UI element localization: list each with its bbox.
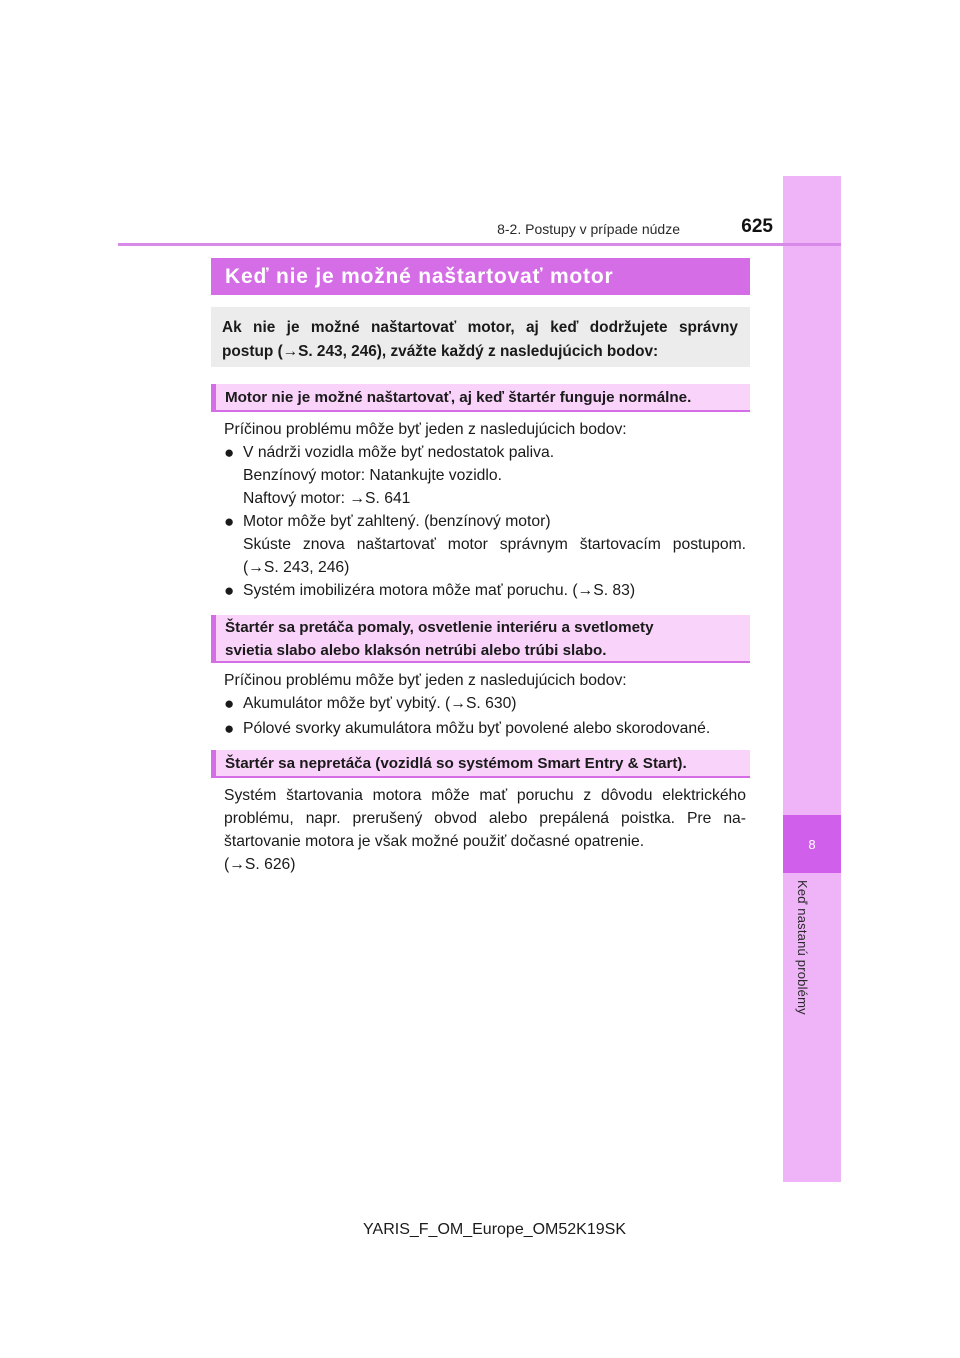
paragraph-line: Systém štartovania motora môže mať poruchu z dôvodu elektrického bbox=[224, 787, 746, 804]
bullet-subtext: (→S. 243, 246) bbox=[243, 559, 350, 576]
page-title-text: Keď nie je možné naštartovať motor bbox=[225, 264, 614, 288]
section-heading-1: Motor nie je možné naštartovať, aj keď štartér funguje normálne. bbox=[211, 384, 750, 412]
section-body-3 bbox=[224, 784, 746, 876]
bullet-subtext: Naftový motor: →S. 641 bbox=[243, 490, 411, 507]
chapter-number: 8 bbox=[808, 836, 816, 852]
list-item bbox=[224, 717, 746, 740]
paragraph-line: problému, napr. prerušený obvod alebo prepálená poistka. Pre na- bbox=[224, 810, 746, 827]
section-heading-2-line-2: svietia slabo alebo klaksón netrúbi alebo trúbi slabo. bbox=[225, 642, 607, 659]
intro-line-1: Ak nie je možné naštartovať motor, aj keď dodržujete správny bbox=[222, 319, 738, 336]
bullet-text: Systém imobilizéra motora môže mať poruchu. (→S. 83) bbox=[243, 582, 636, 599]
paragraph-line: štartovanie motora je však možné použiť dočasné opatrenie. bbox=[224, 833, 645, 850]
bullet-text: V nádrži vozidla môže byť nedostatok paliva. bbox=[243, 444, 555, 461]
list-item bbox=[224, 510, 746, 579]
header-divider bbox=[118, 243, 841, 246]
section-heading-2-line-1: Štartér sa pretáča pomaly, osvetlenie interiéru a svetlomety bbox=[225, 619, 654, 636]
section-heading-3: Štartér sa nepretáča (vozidlá so systémom Smart Entry & Start). bbox=[211, 750, 750, 778]
bullet-icon: ● bbox=[224, 443, 235, 462]
list-item bbox=[224, 441, 746, 510]
page-title bbox=[211, 258, 750, 295]
bullet-subtext: Skúste znova naštartovať motor správnym štartovacím postupom. bbox=[243, 536, 746, 553]
page-number: 625 bbox=[741, 216, 773, 237]
section-lead: Príčinou problému môže byť jeden z nasledujúcich bodov: bbox=[224, 672, 627, 689]
document-footer-code: YARIS_F_OM_Europe_OM52K19SK bbox=[363, 1221, 626, 1238]
section-body-1 bbox=[224, 418, 746, 602]
bullet-text: Akumulátor môže byť vybitý. (→S. 630) bbox=[243, 695, 517, 712]
bullet-icon: ● bbox=[224, 694, 235, 713]
bullet-icon: ● bbox=[224, 512, 235, 531]
bullet-text: Motor môže byť zahltený. (benzínový motor) bbox=[243, 513, 551, 530]
bullet-text: Pólové svorky akumulátora môžu byť povolené alebo skorodované. bbox=[243, 720, 711, 737]
section-lead: Príčinou problému môže byť jeden z nasledujúcich bodov: bbox=[224, 421, 627, 438]
chapter-title-vertical: Keď nastanú problémy bbox=[795, 880, 810, 1015]
paragraph-line: (→S. 626) bbox=[224, 856, 296, 873]
section-body-2 bbox=[224, 669, 746, 740]
section-heading-2 bbox=[211, 615, 750, 663]
bullet-icon: ● bbox=[224, 581, 235, 600]
chapter-side-tab bbox=[783, 176, 841, 1182]
bullet-icon: ● bbox=[224, 719, 235, 738]
intro-line-2: postup (→S. 243, 246), zvážte každý z nasledujúcich bodov: bbox=[222, 343, 659, 360]
list-item bbox=[224, 692, 746, 715]
running-header-section: 8-2. Postupy v prípade núdze bbox=[497, 221, 680, 237]
chapter-number-tab bbox=[783, 815, 841, 873]
intro-box bbox=[211, 307, 750, 367]
list-item bbox=[224, 579, 746, 602]
bullet-subtext: Benzínový motor: Natankujte vozidlo. bbox=[243, 467, 502, 484]
